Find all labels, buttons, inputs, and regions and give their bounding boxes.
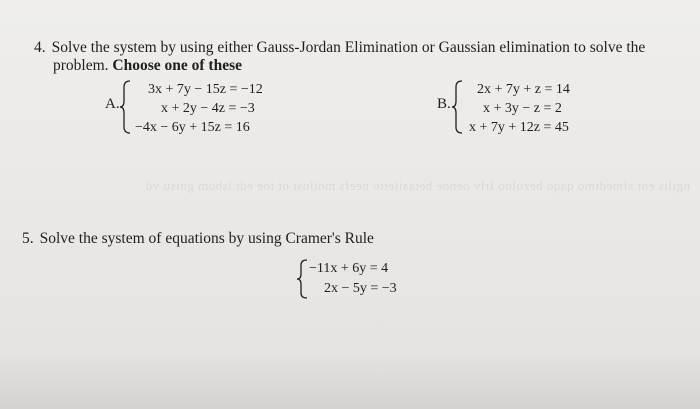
option-a-equation-1: 3x + 7y − 15z = −12	[148, 82, 263, 97]
problem-4-line1	[34, 39, 645, 57]
option-a-equation-3: −4x − 6y + 15z = 16	[135, 120, 250, 135]
option-b-label: B.	[437, 96, 451, 112]
option-b-equation-2: x + 3y − z = 2	[483, 101, 562, 116]
bleed-through-text: ngilis ent sfmedtmo qaqo bezoloo Irlv oenoe betaailetto neefs moilost ot ioe edt lsbom gnisu vd	[145, 178, 690, 193]
problem-4-text-cont: problem.	[53, 57, 109, 74]
problem-5-equation-2: 2x − 5y = −3	[324, 281, 397, 296]
problem-5-text: Solve the system of equations by using Cramer's Rule	[39, 230, 374, 247]
option-a-label: A.	[105, 96, 120, 112]
problem-5-equation-1: −11x + 6y = 4	[309, 261, 389, 276]
choose-instruction: Choose one of these	[112, 57, 242, 74]
paper-shadow	[0, 349, 700, 409]
problem-4-text: Solve the system by using either Gauss-Jordan Elimination or Gaussian elimination to solve the	[51, 39, 646, 56]
problem-5-brace	[296, 258, 310, 300]
option-a-brace	[119, 79, 133, 135]
option-b-brace	[451, 79, 465, 135]
problem-4-line2	[53, 57, 242, 75]
option-b-equation-1: 2x + 7y + z = 14	[477, 82, 570, 97]
problem-5-number: 5.	[22, 230, 34, 247]
problem-5-line1	[22, 230, 374, 248]
option-b-equation-3: x + 7y + 12z = 45	[469, 120, 569, 135]
option-a-equation-2: x + 2y − 4z = −3	[161, 101, 255, 116]
problem-4-number: 4.	[34, 39, 46, 56]
